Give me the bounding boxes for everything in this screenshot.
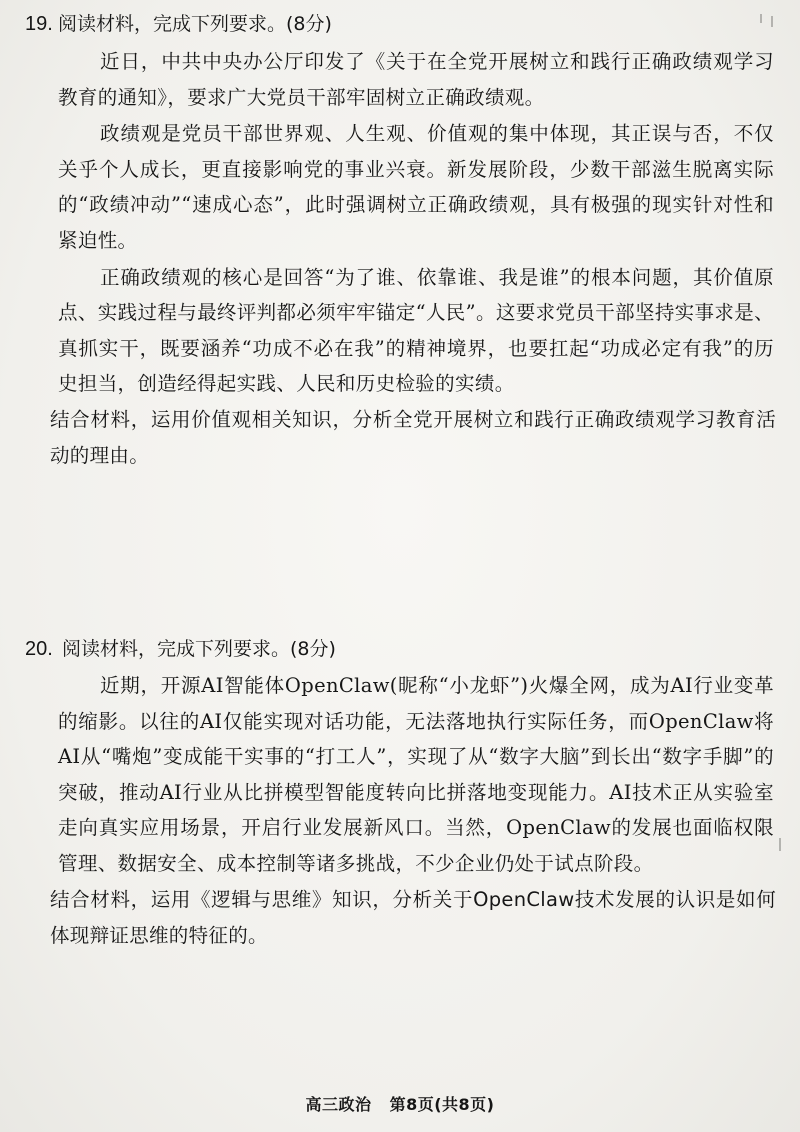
question-19 [0,6,800,474]
question-title: 阅读材料，完成下列要求。(8分) [62,638,336,660]
question-task: 结合材料，运用价值观相关知识，分析全党开展树立和践行正确政绩观学习教育活动的理由。 [50,407,776,467]
material-paragraph: 政绩观是党员干部世界观、人生观、价值观的集中体现，其正误与否，不仅关乎个人成长，更直接影响党的事业兴衰。新发展阶段，少数干部滋生脱离实际的“政绩冲动”“速成心态”，此时强调树立正确政绩观，具有极强的现实针对性和紧迫性。 [58,122,774,252]
material-paragraph: 近期，开源AI智能体OpenClaw(昵称“小龙虾”)火爆全网，成为AI行业变革的缩影。以往的AI仅能实现对话功能，无法落地执行实际任务，而OpenClaw将AI从“嘴炮”变成能干实事的“打工人”，实现了从“数字大脑”到长出“数字手脚”的突破，推动AI行业从比拼模型智能度转向比拼落地变现能力。AI技术正从实验室走向真实应用场景，开启行业发展新风口。当然，OpenClaw的发展也面临权限管理、数据安全、成本控制等诸多挑战，不少企业仍处于试点阶段。 [58,674,774,875]
question-number: 19. [25,13,53,35]
question-20 [0,631,800,954]
question-task: 结合材料，运用《逻辑与思维》知识，分析关于OpenClaw技术发展的认识是如何体现辩证思维的特征的。 [50,887,776,947]
footer-page-number: 第8页(共8页) [389,1095,495,1114]
material-paragraph: 正确政绩观的核心是回答“为了谁、依靠谁、我是谁”的根本问题，其价值原点、实践过程与最终评判都必须牢牢锚定“人民”。这要求党员干部坚持实事求是、真抓实干，既要涵养“功成不必在我”的精神境界，也要扛起“功成必定有我”的历史担当，创造经得起实践、人民和历史检验的实绩。 [58,265,774,396]
page-footer [0,1092,800,1115]
material-paragraph: 近日，中共中央办公厅印发了《关于在全党开展树立和践行正确政绩观学习教育的通知》，要求广大党员干部牢固树立正确政绩观。 [58,50,774,109]
question-header [0,6,800,42]
footer-subject: 高三政治 [305,1095,372,1114]
question-number: 20. [25,638,53,660]
question-header [0,631,800,667]
question-title: 阅读材料，完成下列要求。(8分) [58,13,332,35]
